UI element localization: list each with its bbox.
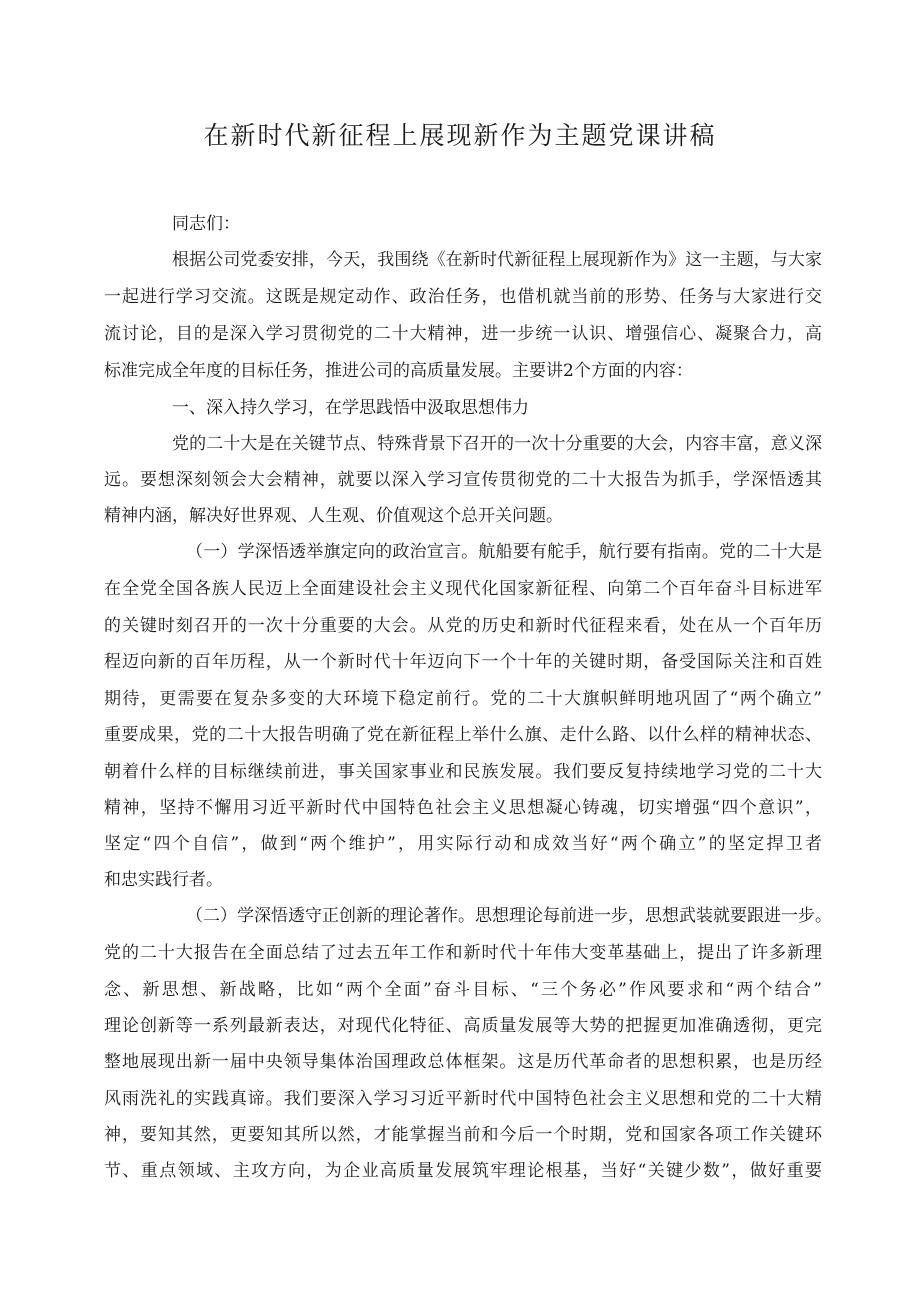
paragraph-line: 党的二十大报告在全面总结了过去五年工作和新时代十年伟大变革基础上，提出了许多新理 — [104, 943, 822, 963]
paragraph-line: 神，要知其然，更要知其所以然，才能掌握当前和今后一个时期，党和国家各项工作关键环 — [104, 1125, 822, 1145]
paragraph-line: 念、新思想、新战略，比如“两个全面”奋斗目标、“三个务必”作风要求和“两个结合” — [104, 980, 822, 1000]
paragraph-line: （二）学深悟透守正创新的理论著作。思想理论每前进一步，思想武装就要跟进一步。 — [186, 906, 832, 926]
paragraph-line: 根据公司党委安排，今天，我围绕《在新时代新征程上展现新作为》这一主题，与大家 — [172, 250, 822, 270]
paragraph-line: 节、重点领域、主攻方向，为企业高质量发展筑牢理论根基，当好“关键少数”，做好重要 — [104, 1161, 822, 1181]
paragraph-line: 和忠实践行者。 — [104, 870, 223, 890]
paragraph-line: 的关键时刻召开的一次十分重要的大会。从党的历史和新时代征程来看，处在从一个百年历 — [104, 616, 822, 636]
paragraph-line: 在全党全国各族人民迈上全面建设社会主义现代化国家新征程、向第二个百年奋斗目标进军 — [104, 579, 822, 599]
salutation: 同志们： — [172, 214, 240, 234]
document-title: 在新时代新征程上展现新作为主题党课讲稿 — [203, 121, 717, 150]
paragraph-line: 精神，坚持不懈用习近平新时代中国特色社会主义思想凝心铸魂，切实增强“四个意识”， — [104, 798, 822, 818]
paragraph-line: 党的二十大是在关键节点、特殊背景下召开的一次十分重要的大会，内容丰富，意义深 — [172, 434, 822, 454]
paragraph-line: 理论创新等一系列最新表达，对现代化特征、高质量发展等大势的把握更加准确透彻，更完 — [104, 1016, 822, 1036]
paragraph-line: 远。要想深刻领会大会精神，就要以深入学习宣传贯彻党的二十大报告为抓手，学深悟透其 — [104, 470, 822, 490]
paragraph-line: （一）学深悟透举旗定向的政治宣言。航船要有舵手，航行要有指南。党的二十大是 — [186, 542, 822, 562]
paragraph-line: 整地展现出新一届中央领导集体治国理政总体框架。这是历代革命者的思想积累，也是历经 — [104, 1052, 822, 1072]
paragraph-line: 坚定“四个自信”，做到“两个维护”，用实际行动和成效当好“两个确立”的坚定捍卫者 — [104, 834, 822, 854]
paragraph-line: 标准完成全年度的目标任务，推进公司的高质量发展。主要讲2个方面的内容： — [104, 361, 693, 381]
paragraph-line: 精神内涵，解决好世界观、人生观、价值观这个总开关问题。 — [104, 506, 563, 526]
paragraph-line: 风雨洗礼的实践真谛。我们要深入学习习近平新时代中国特色社会主义思想和党的二十大精 — [104, 1089, 822, 1109]
paragraph-line: 朝着什么样的目标继续前进，事关国家事业和民族发展。我们要反复持续地学习党的二十大 — [104, 762, 822, 782]
paragraph-line: 一起进行学习交流。这既是规定动作、政治任务，也借机就当前的形势、任务与大家进行交 — [104, 287, 822, 307]
paragraph-line: 期待，更需要在复杂多变的大环境下稳定前行。党的二十大旗帜鲜明地巩固了“两个确立” — [104, 689, 822, 709]
paragraph-line: 程迈向新的百年历程，从一个新时代十年迈向下一个十年的关键时期，备受国际关注和百姓 — [104, 652, 822, 672]
section-heading: 一、深入持久学习，在学思践悟中汲取思想伟力 — [172, 398, 529, 418]
paragraph-line: 流讨论，目的是深入学习贯彻党的二十大精神，进一步统一认识、增强信心、凝聚合力，高 — [104, 324, 822, 344]
paragraph-line: 重要成果，党的二十大报告明确了党在新征程上举什么旗、走什么路、以什么样的精神状态、 — [104, 725, 822, 745]
